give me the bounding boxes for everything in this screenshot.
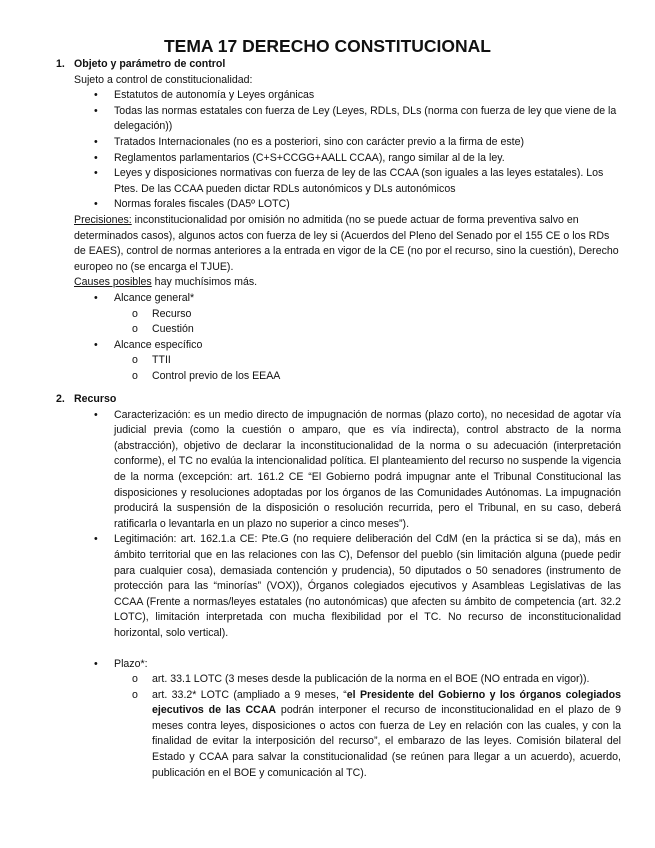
list-item: • Leyes y disposiciones normativas con fuerza de ley de las CCAA (son iguales a las leyes estatales). Los Ptes. De las CCAA pueden dictar RDLs autonómicos y DLs autonómicos [114, 166, 621, 197]
sub-list-item: o Recurso [152, 307, 621, 323]
list-item: • Normas forales fiscales (DA5º LOTC) [114, 197, 621, 213]
section-objeto [56, 57, 621, 384]
section-number: 1. [56, 58, 65, 70]
plazo-2-text-a: art. 33.2* LOTC (ampliado a 9 meses, “ [152, 688, 347, 701]
sub-list [114, 307, 621, 338]
section-heading [56, 57, 621, 73]
plazo-2-bold: el Presidente del Gobierno y los órganos colegiados ejecutivos de las CCAA [152, 688, 621, 717]
sub-list-item [152, 688, 621, 782]
alcance-especifico: Alcance específico [114, 338, 203, 351]
precisiones-text: inconstitucionalidad por omisión no admitida (no se puede actuar de forma preventiva salvo en determinados casos), algunos actos con fuerza de ley si (Acuerdos del Pleno del Senado por el 155 CE o los RDs de EAES), control de normas anteriores a la entrada en vigor de la CE (no por el recurso, sino la cuestión), Derecho europeo no (se encarga el TJUE). [74, 213, 619, 273]
plazo-2-text-b: podrán interponer el recurso de inconstitucionalidad en el plazo de 9 meses contra leyes, disposiciones o actos con fuerza de Ley en relación con las cuales, y con la finalidad de evitar la interposición del recurso”, el embarazo de las leyes. Comisión bilateral del Estado y CCAA para salvar la constitucionalidad (se reúnen para llegar a un acuerdo), acuerdo, publicación en el BOE y comunicación al TC). [152, 704, 621, 779]
section-recurso [56, 392, 621, 781]
legitimacion-item: • Legitimación: art. 162.1.a CE: Pte.G (no requiere deliberación del CdM (en la práctica si se da), más en ámbito territorial que en las relaciones con las C), Defensor del pueblo (sin limitación alguna (puede pedir para cualquier cosa), demasiada contención y prudencia), 50 diputados o 50 senadores (instrumento de protección para las “minorías” (VOX)), Órganos colegiados ejecutivos y Asambleas Legislativas de las CCAA (Frente a normas/leyes estatales (no autonómicas) que afecten su ámbito de competencia (art. 32.2 LOTC), limitación interpretada con mucha flexibilidad por el TC. No recurso de inconstitucionalidad horizontal, solo vertical). [114, 532, 621, 641]
list-item: • Reglamentos parlamentarios (C+S+CCGG+AALL CCAA), rango similar al de la ley. [114, 151, 621, 167]
page-title: TEMA 17 DERECHO CONSTITUCIONAL [163, 36, 491, 56]
plazo-label: Plazo*: [114, 657, 148, 670]
intro-text: Sujeto a control de constitucionalidad: [74, 73, 253, 86]
list-item: • Todas las normas estatales con fuerza de Ley (Leyes, RDLs, DLs (norma con fuerza de ley que viene de la delegación)) [114, 104, 621, 135]
plazo-item [114, 657, 621, 782]
list-item: • Estatutos de autonomía y Leyes orgánicas [114, 88, 621, 104]
causes-paragraph [56, 275, 621, 291]
alcance-general: Alcance general* [114, 291, 195, 304]
plazo-list [56, 657, 621, 782]
sub-list-item: o Cuestión [152, 322, 621, 338]
list-item: • Tratados Internacionales (no es a posteriori, sino con carácter previo a la firma de este) [114, 135, 621, 151]
control-list [56, 88, 621, 213]
sub-list [114, 353, 621, 384]
causes-text: hay muchísimos más. [151, 276, 258, 289]
sub-list-item: o TTII [152, 353, 621, 369]
sub-list [114, 672, 621, 781]
section-heading [56, 392, 621, 408]
recurso-list [56, 408, 621, 642]
precisiones-label: Precisiones: [74, 213, 132, 226]
list-item [114, 291, 621, 338]
section-number: 2. [56, 393, 65, 405]
list-item [114, 338, 621, 385]
precisiones-paragraph [56, 213, 621, 275]
caracterizacion-item: • Caracterización: es un medio directo de impugnación de normas (plazo corto), no necesidad de agotar vía judicial previa (como la cuestión o amparo, que es vía indirecta), control abstracto de la norma (abstracción), objetivo de declarar la inconstitucionalidad de la norma o su adecuación (interpretación conforme), el TC no evalúa la intencionalidad política. El planteamiento del recurso no suspende la vigencia de la norma (excepción: art. 161.2 CE “El Gobierno podrá impugnar ante el Tribunal Constitucional las disposiciones y resoluciones adoptadas por los órganos de las Comunidades Autónomas. La impugnación producirá la suspensión de la disposición o resolución recurrida, pero el Tribunal, en su caso, deberá ratificarla o levantarla en un plazo no superior a cinco meses”). [114, 408, 621, 533]
alcance-list [56, 291, 621, 385]
sub-list-item: o Control previo de los EEAA [152, 369, 621, 385]
section-title: Objeto y parámetro de control [74, 58, 226, 70]
spacer [56, 642, 621, 657]
causes-label: Causes posibles [74, 276, 152, 289]
sub-list-item: o art. 33.1 LOTC (3 meses desde la publicación de la norma en el BOE (NO entrada en vigor)). [152, 672, 621, 688]
section-title: Recurso [74, 393, 117, 405]
